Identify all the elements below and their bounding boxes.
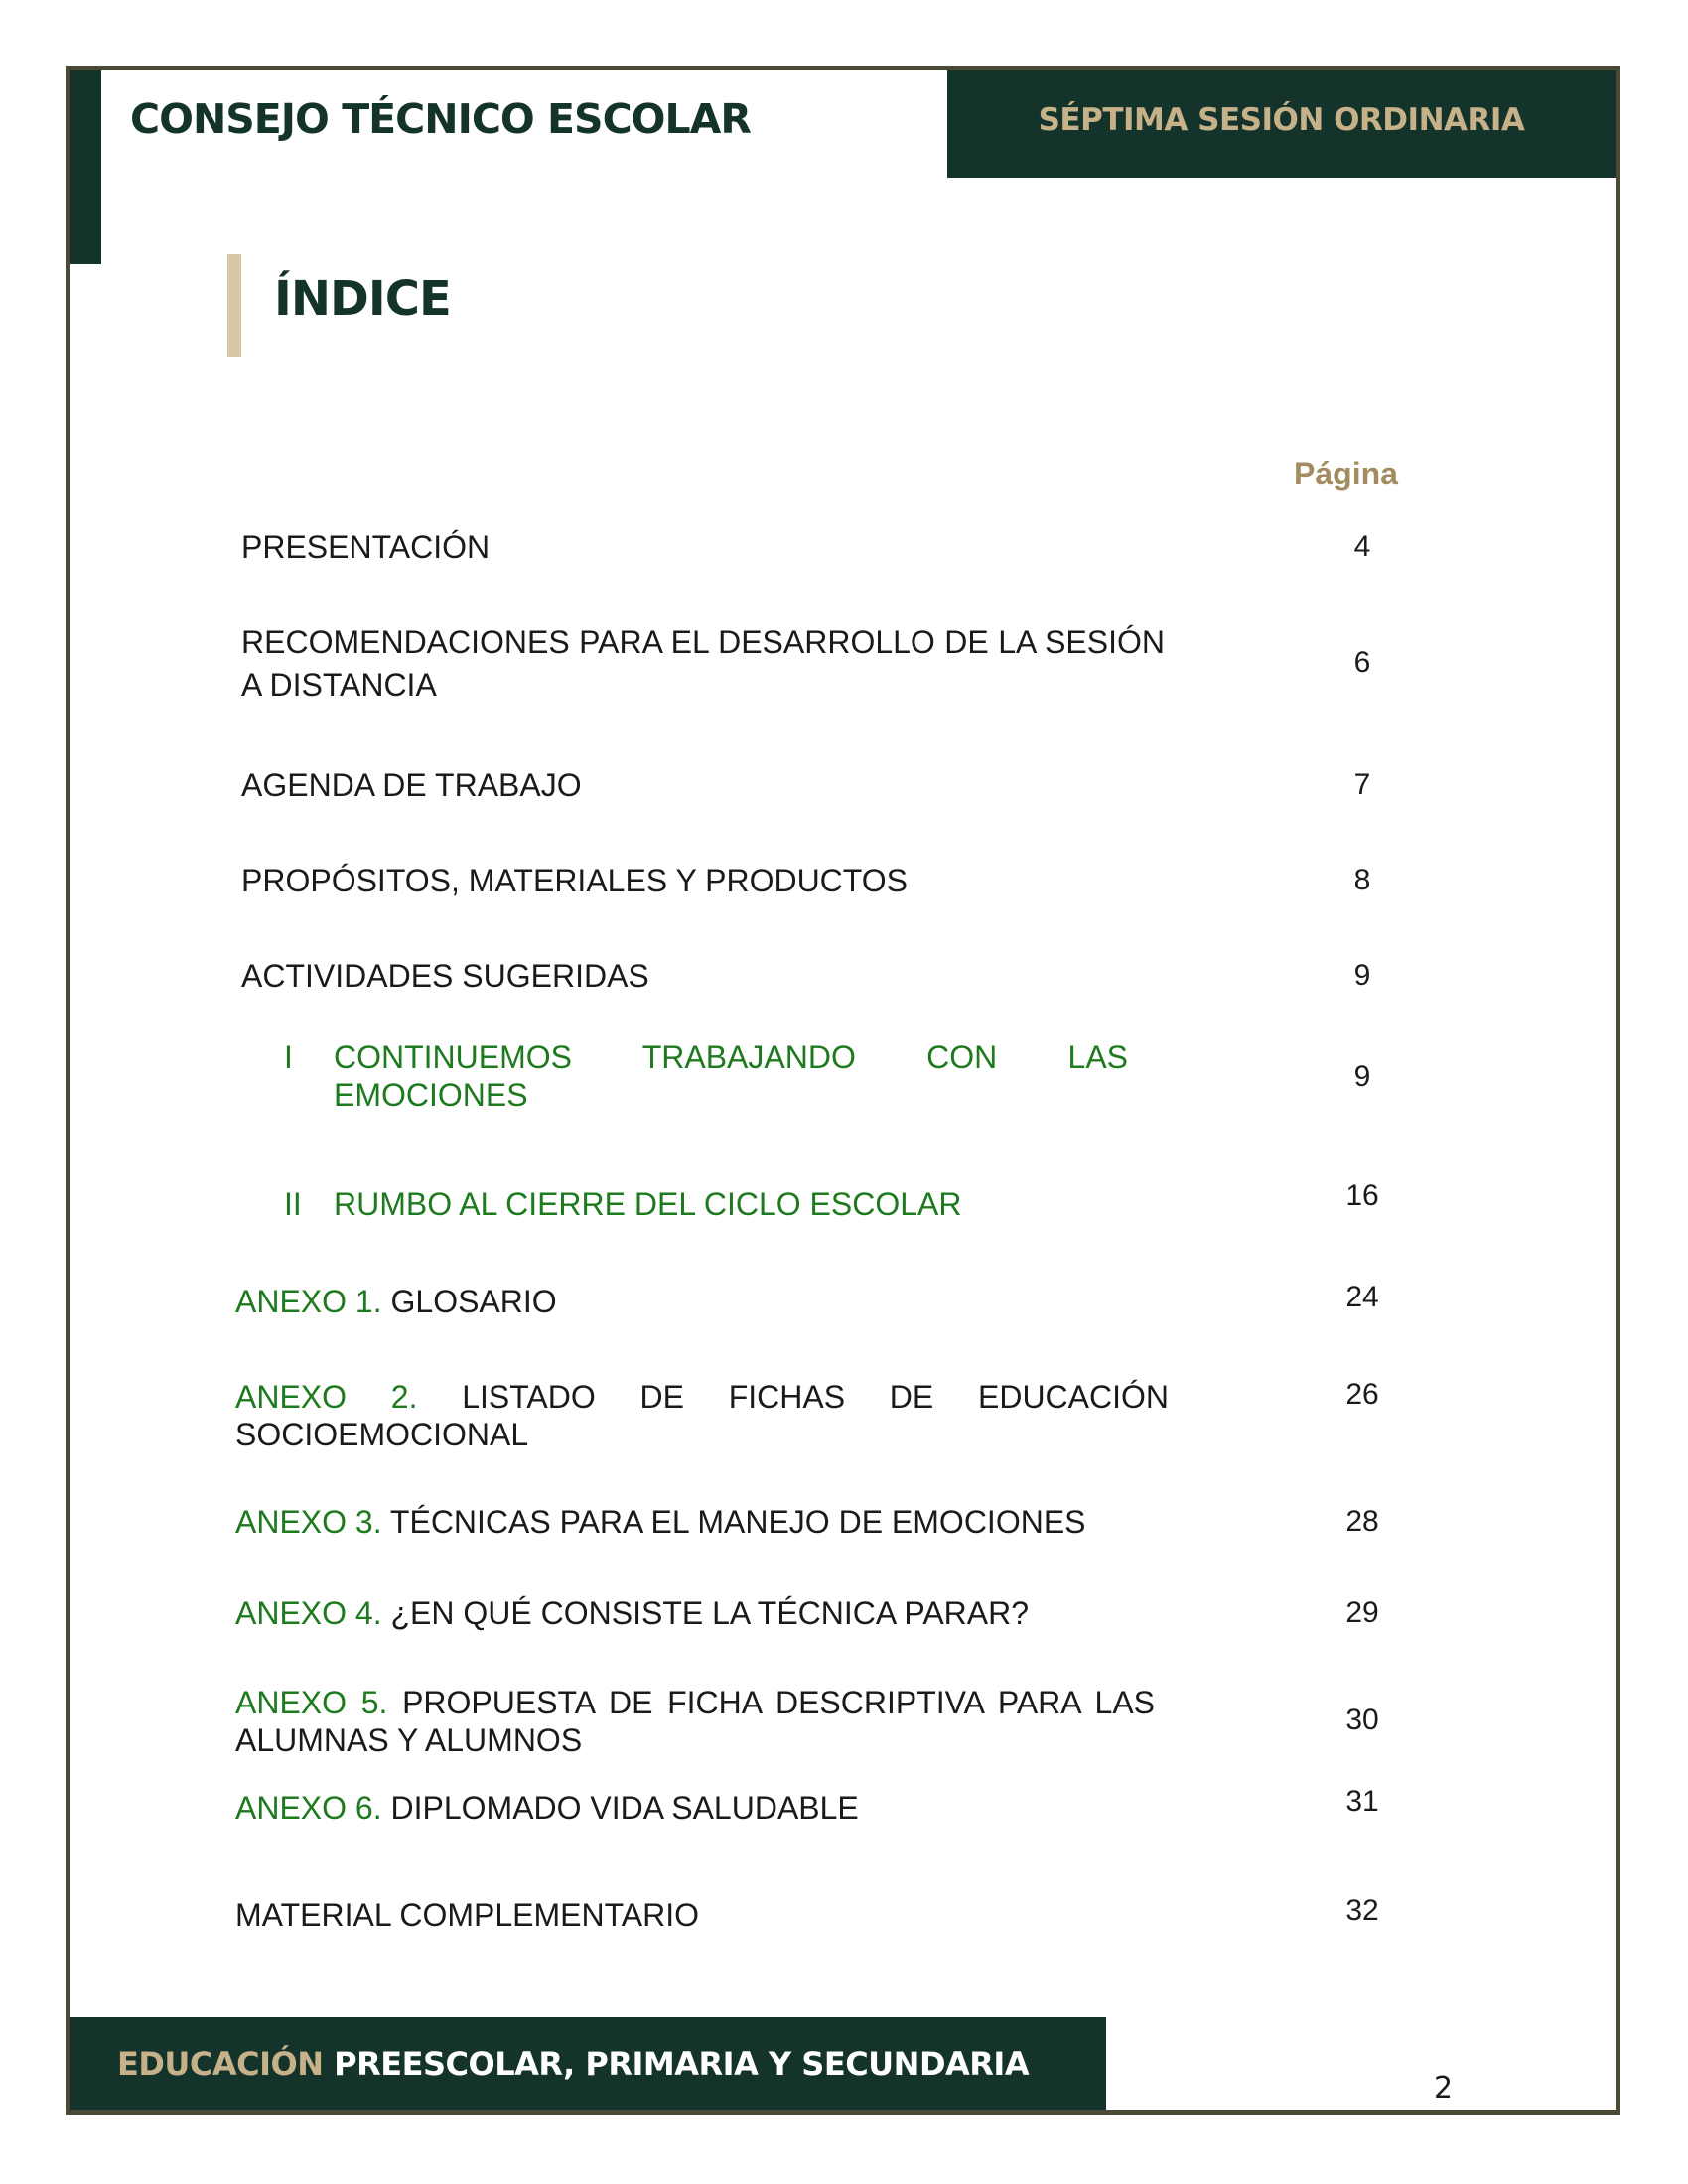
toc-page-subentry-2: 16 [1345, 1179, 1379, 1212]
session-label: SÉPTIMA SESIÓN ORDINARIA [1038, 102, 1525, 138]
page-column-header: Página [1294, 456, 1398, 491]
annex-label: ANEXO 1. [235, 1284, 382, 1319]
toc-page-annex-4: 29 [1345, 1596, 1379, 1629]
toc-page-material-complementario: 32 [1345, 1894, 1379, 1927]
toc-subentry-1 [284, 1038, 1178, 1118]
toc-page-annex-5: 30 [1345, 1704, 1379, 1736]
header-title-part2: TÉCNICO ESCOLAR [342, 95, 751, 143]
annex-title: GLOSARIO [390, 1284, 557, 1319]
header-title [130, 95, 751, 143]
toc-page-presentacion: 4 [1353, 530, 1371, 563]
toc-page-agenda: 7 [1353, 768, 1371, 801]
toc-annex-5 [235, 1684, 1155, 1760]
toc-page-annex-6: 31 [1345, 1785, 1379, 1818]
page-number: 2 [1434, 2071, 1454, 2106]
toc-page-recomendaciones: 6 [1353, 646, 1371, 679]
toc-page-subentry-1: 9 [1353, 1060, 1371, 1093]
footer-label [117, 2045, 1029, 2083]
index-title-accent-bar [227, 254, 241, 357]
toc-entry-recomendaciones: RECOMENDACIONES PARA EL DESARROLLO DE LA SESIÓN A DISTANCIA [241, 624, 1165, 704]
toc-subentry-number: II [284, 1186, 302, 1222]
annex-label: ANEXO 5. [235, 1685, 388, 1720]
toc-annex-6 [235, 1787, 1169, 1830]
annex-label: ANEXO 6. [235, 1790, 382, 1826]
annex-title: LISTADO DE FICHAS DE EDUCACIÓN SOCIOEMOCIONAL [235, 1379, 1170, 1453]
header-title-part1: CONSEJO [130, 95, 329, 143]
annex-title: PROPUESTA DE FICHA DESCRIPTIVA PARA LAS ALUMNAS Y ALUMNOS [235, 1685, 1156, 1759]
toc-page-annex-2: 26 [1345, 1378, 1379, 1411]
toc-entry-propositos: PROPÓSITOS, MATERIALES Y PRODUCTOS [241, 863, 908, 898]
toc-entry-presentacion: PRESENTACIÓN [241, 529, 491, 565]
toc-subentry-number: I [284, 1039, 293, 1075]
footer-banner [70, 2017, 1106, 2110]
toc-page-annex-3: 28 [1345, 1505, 1379, 1538]
toc-subentry-2 [284, 1185, 1178, 1229]
toc-page-annex-1: 24 [1345, 1281, 1379, 1313]
toc-annex-2 [235, 1378, 1169, 1454]
annex-title: DIPLOMADO VIDA SALUDABLE [390, 1790, 859, 1826]
toc-page-actividades: 9 [1353, 959, 1371, 992]
header-left-accent-inner [70, 70, 101, 264]
footer-label-gold: EDUCACIÓN [117, 2045, 324, 2083]
toc-entry-actividades: ACTIVIDADES SUGERIDAS [241, 958, 649, 994]
toc-subentry-text: RUMBO AL CIERRE DEL CICLO ESCOLAR [334, 1186, 962, 1222]
toc-subentry-text: CONTINUEMOS TRABAJANDO CON LAS EMOCIONES [334, 1039, 1128, 1114]
toc-annex-1 [235, 1281, 1169, 1323]
annex-label: ANEXO 3. [235, 1504, 382, 1540]
annex-label: ANEXO 2. [235, 1379, 418, 1415]
toc-entry-material-complementario: MATERIAL COMPLEMENTARIO [235, 1897, 700, 1933]
toc-annex-3 [235, 1501, 1169, 1544]
annex-title: ¿EN QUÉ CONSISTE LA TÉCNICA PARAR? [390, 1595, 1030, 1631]
toc-entry-agenda: AGENDA DE TRABAJO [241, 767, 582, 803]
annex-title: TÉCNICAS PARA EL MANEJO DE EMOCIONES [389, 1504, 1086, 1540]
footer-label-white: PREESCOLAR, PRIMARIA Y SECUNDARIA [334, 2045, 1030, 2083]
annex-label: ANEXO 4. [235, 1595, 382, 1631]
session-banner [947, 70, 1616, 178]
index-title: ÍNDICE [274, 271, 451, 327]
toc-annex-4 [235, 1592, 1169, 1635]
toc-page-propositos: 8 [1353, 864, 1371, 896]
